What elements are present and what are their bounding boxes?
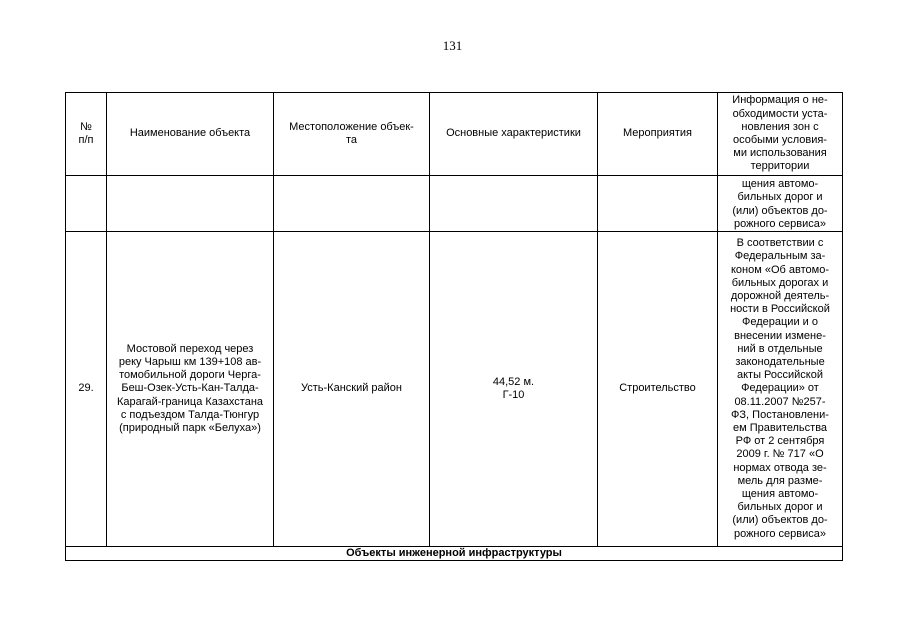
text-line: коном «Об автомо- [731, 263, 829, 276]
text-line: ем Правительства [732, 422, 828, 434]
cell-name [107, 232, 274, 547]
text-line: особыми условия- [733, 134, 827, 146]
text-line: ми использования [733, 147, 827, 160]
text-line: Информация о не- [732, 94, 828, 107]
text-line: Г-10 [502, 389, 525, 401]
text-line: щения автомо- [741, 178, 819, 191]
text-line: 2009 г. № 717 «О [736, 448, 824, 461]
text-line: бильных дорог и [737, 191, 823, 204]
text-line: рожного сервиса» [733, 217, 827, 230]
text-line: томобильной дороги Черга- [119, 369, 261, 382]
text-line: 44,52 м. [492, 375, 535, 388]
cell-measures [598, 176, 718, 232]
cell-info [718, 176, 843, 232]
cell-info [718, 232, 843, 547]
text-line: акты Российской [736, 369, 823, 382]
header-measures: Мероприятия [598, 93, 718, 176]
text-line: та [345, 134, 358, 146]
text-line: п/п [78, 134, 94, 146]
text-line: ности в Российской [730, 303, 830, 316]
text-line: (природный парк «Белуха») [119, 422, 261, 434]
table-header-row [66, 93, 843, 176]
text-line: территории [750, 160, 810, 173]
text-line: № [80, 120, 92, 133]
text-line: Федеральным за- [734, 250, 826, 263]
text-line: 08.11.2007 №257- [734, 395, 826, 408]
section-title: Объекты инженерной инфраструктуры [66, 547, 843, 561]
text-line: Мостовой переход через [126, 342, 254, 355]
text-line: реку Чарыш км 139+108 ав- [118, 355, 262, 368]
text-line: (или) объектов до- [732, 204, 828, 217]
header-characteristics: Основные характеристики [430, 93, 598, 176]
cell-characteristics [430, 232, 598, 547]
header-name: Наименование объекта [107, 93, 274, 176]
text-line: обходимости уста- [732, 107, 828, 120]
text-line: ФЗ, Постановлени- [731, 408, 829, 421]
page-number: 131 [442, 38, 463, 53]
section-row [66, 547, 843, 561]
header-num [66, 93, 107, 176]
text-line: В соответствии с [736, 237, 824, 250]
cell-location [274, 176, 430, 232]
text-line: с подъездом Талда-Тюнгур [120, 408, 260, 421]
text-line: рожного сервиса» [733, 527, 827, 540]
text-line: внесении измене- [734, 329, 826, 342]
text-line: законодательные [735, 355, 825, 368]
text-line: мель для разме- [737, 474, 823, 487]
text-line: новления зон с [741, 120, 819, 133]
cell-num [66, 176, 107, 232]
text-line: Федерации» от [741, 382, 819, 395]
infrastructure-table [65, 92, 843, 561]
cell-num: 29. [66, 232, 107, 547]
text-line: щения автомо- [741, 488, 819, 501]
cell-location: Усть-Канский район [274, 232, 430, 547]
text-line: Федерации и о [742, 316, 818, 329]
cell-characteristics [430, 176, 598, 232]
cell-measures: Строительство [598, 232, 718, 547]
text-line: Местоположение объек- [289, 120, 414, 133]
text-line: Беш-Озек-Усть-Кан-Талда- [121, 382, 259, 395]
text-line: ний в отдельные [737, 342, 823, 355]
header-location [274, 93, 430, 176]
text-line: бильных дорогах и [731, 276, 829, 289]
cell-name [107, 176, 274, 232]
header-info [718, 93, 843, 176]
text-line: (или) объектов до- [732, 514, 828, 527]
text-line: РФ от 2 сентября [735, 435, 825, 448]
text-line: бильных дорог и [737, 501, 823, 514]
text-line: нормах отвода зе- [733, 461, 827, 474]
text-line: дорожной деятель- [730, 289, 830, 302]
text-line: Карагай-граница Казахстана [116, 395, 264, 408]
table-row [66, 176, 843, 232]
table-row [66, 232, 843, 547]
